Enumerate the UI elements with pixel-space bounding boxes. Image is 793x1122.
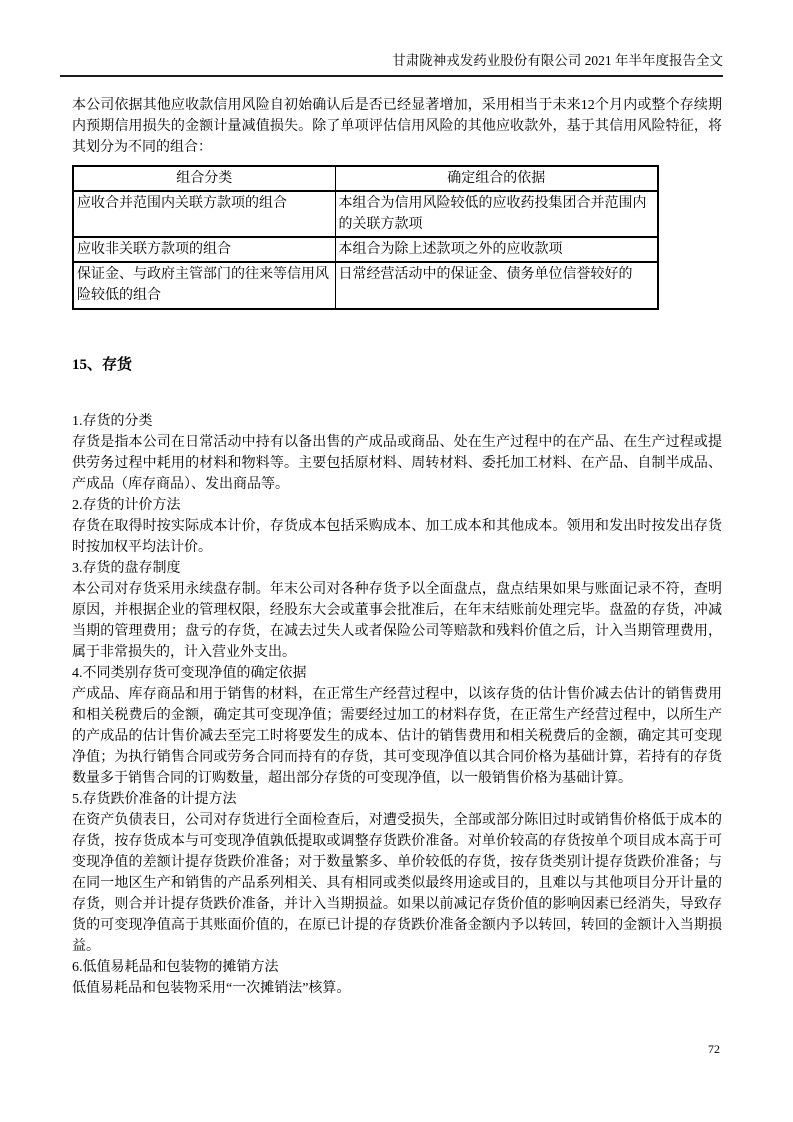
sub-heading: 3.存货的盘存制度 bbox=[72, 561, 181, 576]
sub-body: 存货是指本公司在日常活动中持有以备出售的产成品或商品、处在生产过程中的在产品、在生产过程或提供劳务过程中耗用的材料和物料等。主要包括原材料、周转材料、委托加工材料、在产品、自制半成品、产成品（库存商品）、发出商品等。 bbox=[72, 435, 722, 492]
sub-heading: 5.存货跌价准备的计提方法 bbox=[72, 792, 237, 807]
sub-body: 本公司对存货采用永续盘存制。年末公司对各种存货予以全面盘点，盘点结果如果与账面记录不符，查明原因，并根据企业的管理权限，经股东大会或董事会批准后，在年末结账前处理完毕。盘盈的存货，冲减当期的管理费用；盘亏的存货，在减去过失人或者保险公司等赔款和残料价值之后，计入当期管理费用，属于非常损失的，计入营业外支出。 bbox=[72, 582, 722, 660]
report-header-title: 甘肃陇神戎发药业股份有限公司 2021 年半年度报告全文 bbox=[392, 53, 723, 68]
sub-heading: 1.存货的分类 bbox=[72, 414, 153, 429]
portfolio-classification-table bbox=[72, 165, 659, 310]
page-content bbox=[72, 95, 722, 999]
table-cell: 日常经营活动中的保证金、债务单位信誉较好的 bbox=[335, 262, 658, 309]
inventory-block-write-down-method bbox=[72, 789, 722, 957]
section-title-inventory: 15、存货 bbox=[72, 357, 133, 373]
table-cell: 应收非关联方款项的组合 bbox=[73, 237, 335, 262]
table-cell: 保证金、与政府主管部门的往来等信用风险较低的组合 bbox=[73, 262, 335, 309]
column-header-portfolio-basis: 确定组合的依据 bbox=[335, 166, 658, 191]
table-cell: 应收合并范围内关联方款项的组合 bbox=[73, 191, 335, 237]
inventory-block-classification bbox=[72, 411, 722, 495]
table-cell: 本组合为除上述款项之外的应收款项 bbox=[335, 237, 658, 262]
intro-paragraph: 本公司依据其他应收款信用风险自初始确认后是否已经显著增加，采用相当于未来12个月内或整个存续期内预期信用损失的金额计量减值损失。除了单项评估信用风险的其他应收款外，基于其信用风险特征，将其划分为不同的组合： bbox=[72, 98, 722, 155]
inventory-block-amortization-method bbox=[72, 957, 722, 999]
sub-body: 在资产负债表日，公司对存货进行全面检查后，对遭受损失，全部或部分陈旧过时或销售价格低于成本的存货，按存货成本与可变现净值孰低提取或调整存货跌价准备。对单价较高的存货按单个项目成本高于可变现净值的差额计提存货跌价准备；对于数量繁多、单价较低的存货，按存货类别计提存货跌价准备；与在同一地区生产和销售的产品系列相关、具有相同或类似最终用途或目的，且难以与其他项目分开计量的存货，则合并计提存货跌价准备，并计入当期损益。如果以前减记存货价值的影响因素已经消失，导致存货的可变现净值高于其账面价值的，在原已计提的存货跌价准备金额内予以转回，转回的金额计入当期损益。 bbox=[72, 813, 722, 954]
sub-heading: 6.低值易耗品和包装物的摊销方法 bbox=[72, 960, 279, 975]
column-header-portfolio-class: 组合分类 bbox=[73, 166, 335, 191]
page-number: 72 bbox=[708, 1042, 720, 1056]
sub-heading: 2.存货的计价方法 bbox=[72, 498, 181, 513]
sub-body: 存货在取得时按实际成本计价，存货成本包括采购成本、加工成本和其他成本。领用和发出时按发出存货时按加权平均法计价。 bbox=[72, 519, 722, 555]
table-header-row bbox=[73, 166, 658, 191]
sub-body: 产成品、库存商品和用于销售的材料，在正常生产经营过程中，以该存货的估计售价减去估计的销售费用和相关税费后的金额，确定其可变现净值；需要经过加工的材料存货，在正常生产经营过程中，以所生产的产成品的估计售价减去至完工时将要发生的成本、估计的销售费用和相关税费后的金额，确定其可变现净值；为执行销售合同或劳务合同而持有的存货，其可变现净值以其合同价格为基础计算，若持有的存货数量多于销售合同的订购数量，超出部分存货的可变现净值，以一般销售价格为基础计算。 bbox=[72, 687, 722, 786]
inventory-block-valuation-method bbox=[72, 495, 722, 558]
table-row bbox=[73, 237, 658, 262]
table-cell: 本组合为信用风险较低的应收药投集团合并范围内的关联方款项 bbox=[335, 191, 658, 237]
sub-body: 低值易耗品和包装物采用“一次摊销法”核算。 bbox=[72, 981, 351, 996]
page-header bbox=[60, 52, 723, 77]
inventory-block-nrv-basis bbox=[72, 663, 722, 789]
sub-heading: 4.不同类别存货可变现净值的确定依据 bbox=[72, 666, 307, 681]
table-row bbox=[73, 262, 658, 309]
inventory-block-count-system bbox=[72, 558, 722, 663]
table-row bbox=[73, 191, 658, 237]
